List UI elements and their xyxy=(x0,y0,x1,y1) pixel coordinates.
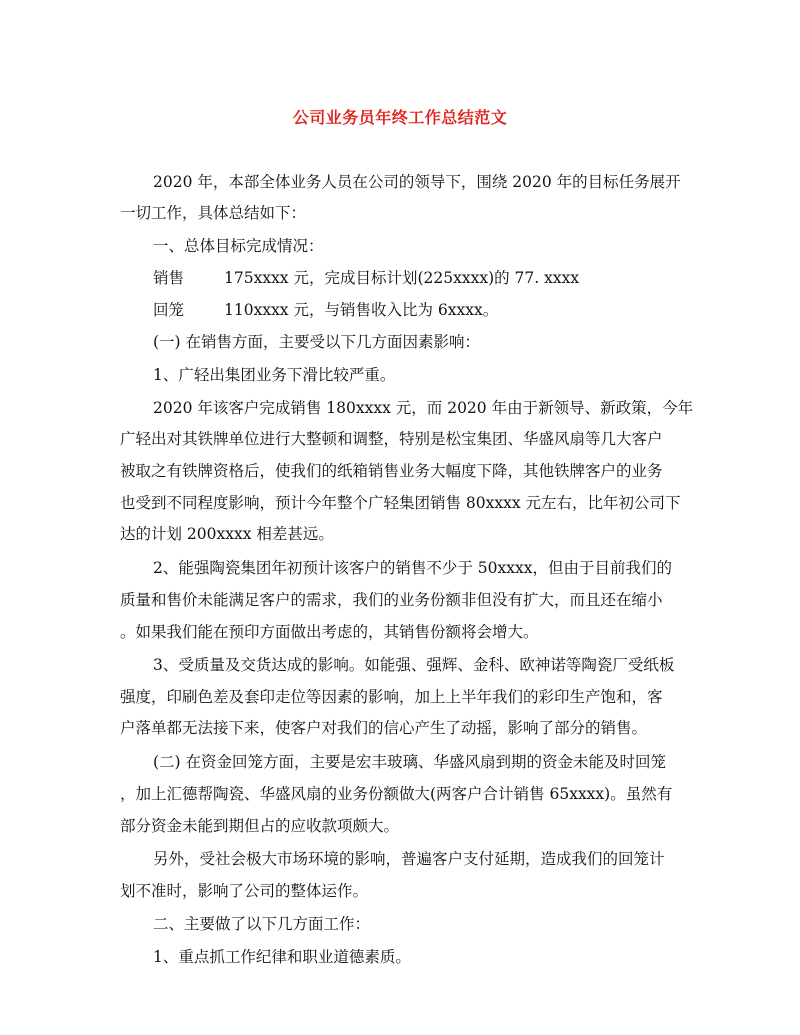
paragraph-line: 强度，印刷色差及套印走位等因素的影响，加上上半年我们的彩印生产饱和，客 xyxy=(120,688,663,706)
target-label-sales: 销售 xyxy=(153,269,185,287)
paragraph-line: 户落单都无法接下来，使客户对我们的信心产生了动摇，影响了部分的销售。 xyxy=(120,719,648,737)
paragraph-line: 质量和售价未能满足客户的需求，我们的业务份额非但没有扩大，而且还在缩小 xyxy=(120,591,663,609)
subsection-heading: (一) 在销售方面，主要受以下几方面因素影响： xyxy=(153,333,481,351)
paragraph-line: 一切工作，具体总结如下： xyxy=(120,204,307,222)
paragraph-line: ，加上汇德帮陶瓷、华盛风扇的业务份额做大(两客户合计销售 65xxxx)。虽然有 xyxy=(120,785,673,803)
item-heading: 1、广轻出集团业务下滑比较严重。 xyxy=(153,366,396,384)
target-label-collection: 回笼 xyxy=(153,301,185,319)
paragraph-line: 部分资金未能到期但占的应收款项颇大。 xyxy=(120,817,400,835)
target-value-collection: 110xxxx 元，与销售收入比为 6xxxx。 xyxy=(224,301,499,319)
paragraph-line: 3、受质量及交货达成的影响。如能强、强辉、金科、欧神诺等陶瓷厂受纸板 xyxy=(153,656,675,674)
paragraph-line: 2020 年该客户完成销售 180xxxx 元，而 2020 年由于新领导、新政策，今年 xyxy=(153,399,694,417)
paragraph-line: 达的计划 200xxxx 相差甚远。 xyxy=(120,525,334,543)
target-value-sales: 175xxxx 元，完成目标计划(225xxxx)的 77. xxxx xyxy=(224,269,580,287)
item-heading: 1、重点抓工作纪律和职业道德素质。 xyxy=(153,948,411,966)
paragraph-line: 2、能强陶瓷集团年初预计该客户的销售不少于 50xxxx，但由于目前我们的 xyxy=(153,559,672,577)
paragraph-line: (二) 在资金回笼方面，主要是宏丰玻璃、华盛风扇到期的资金未能及时回笼 xyxy=(153,753,667,771)
paragraph-line: 2020 年，本部全体业务人员在公司的领导下，围绕 2020 年的目标任务展开 xyxy=(153,173,681,191)
section-heading: 一、总体目标完成情况： xyxy=(153,237,324,255)
section-heading: 二、主要做了以下几方面工作： xyxy=(153,915,371,933)
paragraph-line: 。如果我们能在预印方面做出考虑的，其销售份额将会增大。 xyxy=(120,623,539,641)
paragraph-line: 也受到不同程度影响，预计今年整个广轻集团销售 80xxxx 元左右，比年初公司下 xyxy=(120,494,681,512)
paragraph-line: 被取之有铁牌资格后，使我们的纸箱销售业务大幅度下降，其他铁牌客户的业务 xyxy=(120,462,663,480)
paragraph-line: 广轻出对其铁牌单位进行大整顿和调整，特别是松宝集团、华盛风扇等几大客户 xyxy=(120,430,663,448)
document-title: 公司业务员年终工作总结范文 xyxy=(292,108,508,127)
paragraph-line: 另外，受社会极大市场环境的影响，普遍客户支付延期，造成我们的回笼计 xyxy=(153,850,665,868)
paragraph-line: 划不准时，影响了公司的整体运作。 xyxy=(120,882,369,900)
